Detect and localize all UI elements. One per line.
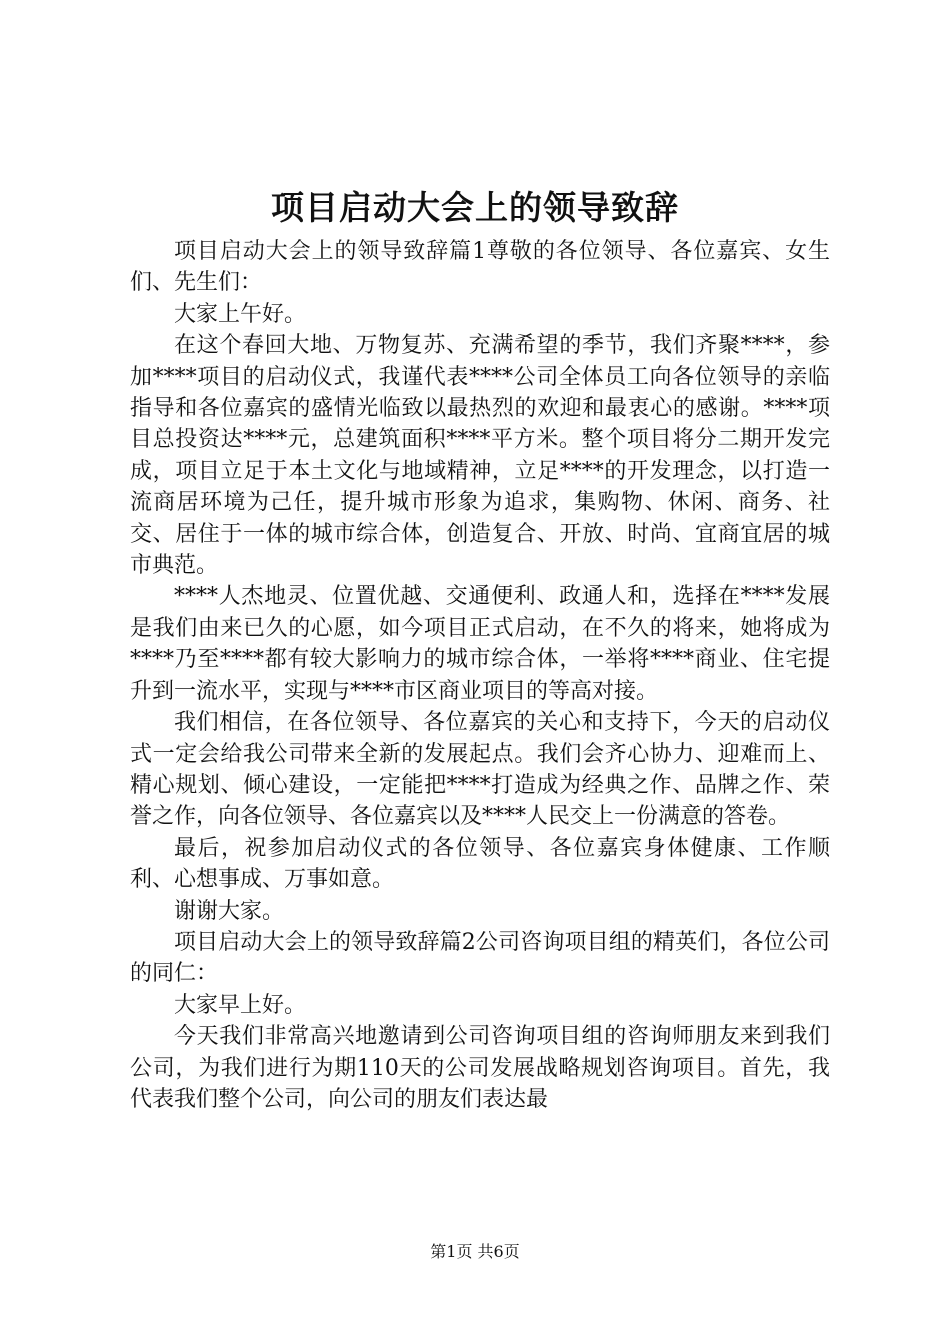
paragraph: 大家上午好。 bbox=[174, 301, 307, 327]
document-title: 项目启动大会上的领导致辞 bbox=[271, 188, 679, 227]
page-footer: 第1页 共6页 bbox=[430, 1242, 520, 1261]
paragraph: 大家早上好。 bbox=[174, 992, 307, 1018]
paragraph: 最后，祝参加启动仪式的各位领导、各位嘉宾身体健康、工作顺利、心想事成、万事如意。 bbox=[130, 835, 830, 893]
paragraph: 谢谢大家。 bbox=[174, 898, 285, 924]
paragraph: 项目启动大会上的领导致辞篇2公司咨询项目组的精英们，各位公司的同仁： bbox=[130, 929, 830, 987]
paragraph: 今天我们非常高兴地邀请到公司咨询项目组的咨询师朋友来到我们公司，为我们进行为期110天的公司发展战略规划咨询项目。首先，我代表我们整个公司，向公司的朋友们表达最 bbox=[130, 1024, 830, 1112]
paragraph: ****人杰地灵、位置优越、交通便利、政通人和，选择在****发展是我们由来已久的心愿，如今项目正式启动，在不久的将来，她将成为****乃至****都有较大影响力的城市综合体，一举将****商业、住宅提升到一流水平，实现与****市区商业项目的等高对接。 bbox=[130, 584, 830, 704]
paragraph: 项目启动大会上的领导致辞篇1尊敬的各位领导、各位嘉宾、女生们、先生们： bbox=[130, 239, 830, 296]
document-body bbox=[130, 236, 830, 1115]
paragraph: 在这个春回大地、万物复苏、充满希望的季节，我们齐聚****，参加****项目的启动仪式，我谨代表****公司全体员工向各位领导的亲临指导和各位嘉宾的盛情光临致以最热烈的欢迎和最衷心的感谢。****项目总投资达****元，总建筑面积****平方米。整个项目将分二期开发完成，项目立足于本土文化与地域精神，立足****的开发理念，以打造一流商居环境为己任，提升城市形象为追求，集购物、休闲、商务、社交、居住于一体的城市综合体，创造复合、开放、时尚、宜商宜居的城市典范。 bbox=[130, 333, 830, 579]
paragraph: 我们相信，在各位领导、各位嘉宾的关心和支持下，今天的启动仪式一定会给我公司带来全新的发展起点。我们会齐心协力、迎难而上、精心规划、倾心建设，一定能把****打造成为经典之作、品牌之作、荣誉之作，向各位领导、各位嘉宾以及****人民交上一份满意的答卷。 bbox=[130, 710, 830, 830]
